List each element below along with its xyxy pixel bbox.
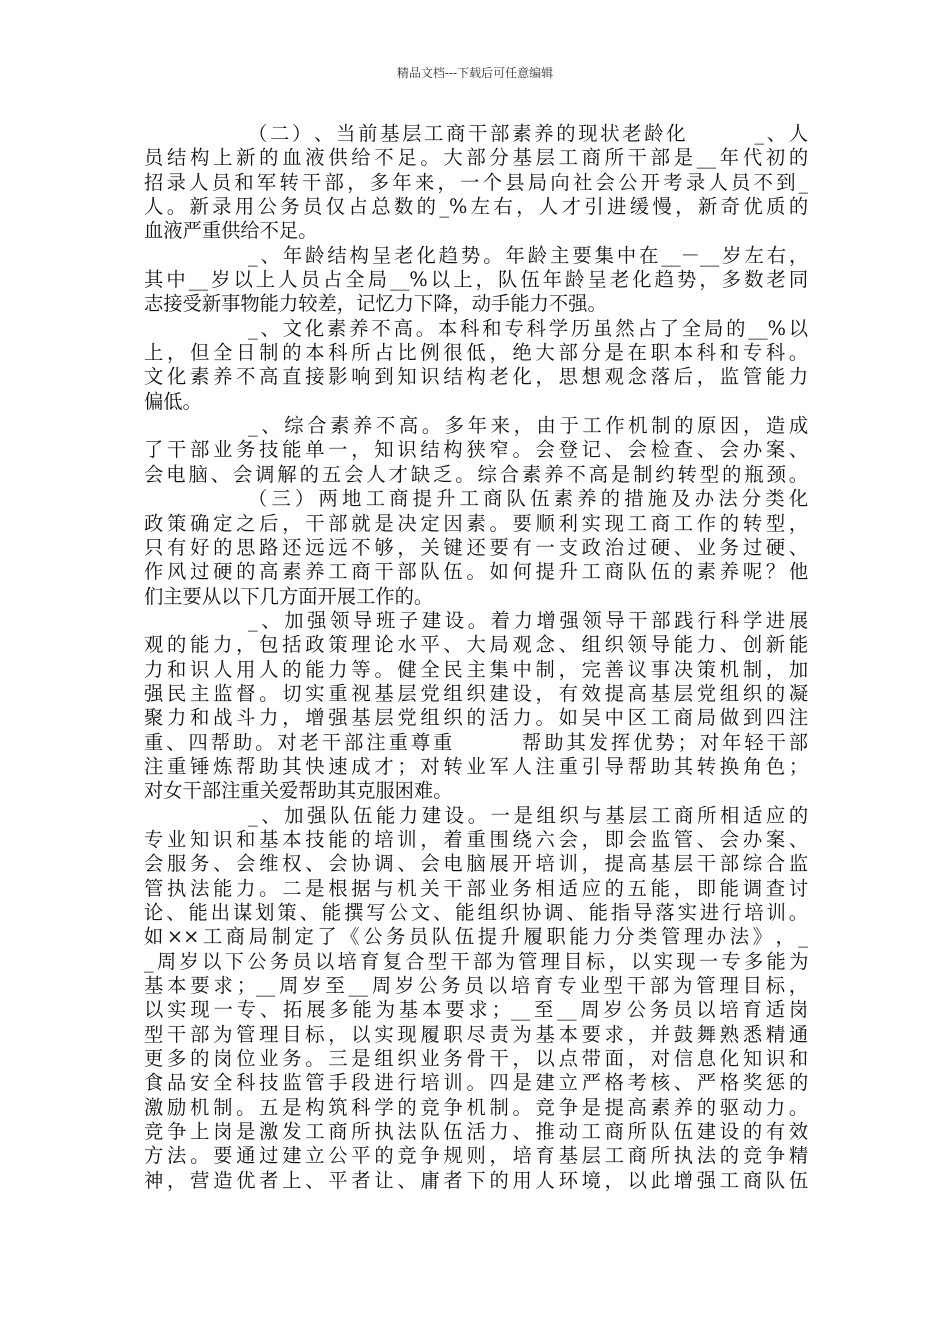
text-line: 管执法能力。二是根据与机关干部业务相适应的五能，即能调查讨 <box>144 876 808 900</box>
text-line: 招录人员和军转干部，多年来，一个县局向社会公开考录人员不到_ <box>144 170 808 194</box>
page-header: 精品文档---下载后可任意编辑 <box>396 66 554 80</box>
text-line: 上，但全日制的本科所占比例很低，绝大部分是在职本科和专科。 <box>144 341 808 365</box>
text-line: 文化素养不高直接影响到知识结构老化，思想观念落后，监管能力 <box>144 365 808 389</box>
text-line: 聚力和战斗力，增强基层党组织的活力。如吴中区工商局做到四注 <box>144 706 808 730</box>
text-line: 如××工商局制定了《公务员队伍提升履职能力分类管理办法》，_ <box>144 925 808 949</box>
document-body <box>144 122 808 1193</box>
text-line: 员结构上新的血液供给不足。大部分基层工商所干部是__年代初的 <box>144 146 808 170</box>
text-line: 对女干部注重关爱帮助其克服困难。 <box>144 779 453 803</box>
text-line: 方法。要通过建立公平的竞争规则，培育基层工商所执法的竞争精 <box>144 1144 808 1168</box>
text-line: _、年龄结构呈老化趋势。年龄主要集中在__－__岁左右， <box>248 243 808 267</box>
text-line: _周岁以下公务员以培育复合型干部为管理目标，以实现一专多能为 <box>144 949 808 973</box>
text-line: （三）两地工商提升工商队伍素养的措施及办法分类化 <box>248 487 808 511</box>
text-line: 政策确定之后，干部就是决定因素。要顺利实现工商工作的转型， <box>144 511 808 535</box>
text-line: 们主要从以下几方面开展工作的。 <box>144 584 434 608</box>
text-line: 只有好的思路还远远不够，关键还要有一支政治过硬、业务过硬、 <box>144 535 808 559</box>
text-line: 观的能力，包括政策理论水平、大局观念、组织领导能力、创新能 <box>144 633 808 657</box>
text-line: 作风过硬的高素养工商干部队伍。如何提升工商队伍的素养呢？他 <box>144 560 808 584</box>
text-line: 型干部为管理目标，以实现履职尽责为基本要求，并鼓舞熟悉精通 <box>144 1022 808 1046</box>
text-line: 以实现一专、拓展多能为基本要求；__至__周岁公务员以培育适岗 <box>144 998 808 1022</box>
text-line: 竞争上岗是激发工商所执法队伍活力、推动工商所队伍建设的有效 <box>144 1120 808 1144</box>
text-line: 食品安全科技监管手段进行培训。四是建立严格考核、严格奖惩的 <box>144 1071 808 1095</box>
text-line: 血液严重供给不足。 <box>144 219 318 243</box>
text-line: _、加强队伍能力建设。一是组织与基层工商所相适应的 <box>248 803 808 827</box>
text-line: 了干部业务技能单一，知识结构狭窄。会登记、会检查、会办案、 <box>144 438 808 462</box>
text-line: 会电脑、会调解的五会人才缺乏。综合素养不高是制约转型的瓶颈。 <box>144 462 808 486</box>
text-line: 重、四帮助。对老干部注重尊重 帮助其发挥优势；对年轻干部 <box>144 730 808 754</box>
text-line: 专业知识和基本技能的培训，着重围绕六会，即会监管、会办案、 <box>144 827 808 851</box>
text-line: 更多的岗位业务。三是组织业务骨干，以点带面，对信息化知识和 <box>144 1047 808 1071</box>
text-line: _、综合素养不高。多年来，由于工作机制的原因，造成 <box>248 414 808 438</box>
text-line: 力和识人用人的能力等。健全民主集中制，完善议事决策机制，加 <box>144 657 808 681</box>
text-line: 志接受新事物能力较差，记忆力下降，动手能力不强。 <box>144 292 607 316</box>
text-line: 其中__岁以上人员占全局__%以上，队伍年龄呈老化趋势，多数老同 <box>144 268 808 292</box>
text-line: _、文化素养不高。本科和专科学历虽然占了全局的__%以 <box>248 316 808 340</box>
text-line: 会服务、会维权、会协调、会电脑展开培训，提高基层干部综合监 <box>144 852 808 876</box>
text-line: 基本要求；__周岁至__周岁公务员以培育专业型干部为管理目标， <box>144 974 808 998</box>
text-line: 人。新录用公务员仅占总数的_%左右，人才引进缓慢，新奇优质的 <box>144 195 808 219</box>
text-line: 神，营造优者上、平者让、庸者下的用人环境，以此增强工商队伍 <box>144 1168 808 1192</box>
text-line: 注重锤炼帮助其快速成才；对转业军人注重引导帮助其转换角色； <box>144 754 808 778</box>
text-line: 偏低。 <box>144 389 202 413</box>
text-line: 强民主监督。切实重视基层党组织建设，有效提高基层党组织的凝 <box>144 681 808 705</box>
text-line: _、加强领导班子建设。着力增强领导干部践行科学进展 <box>248 608 808 632</box>
text-line: 论、能出谋划策、能撰写公文、能组织协调、能指导落实进行培训。 <box>144 901 808 924</box>
text-line: 激励机制。五是构筑科学的竞争机制。竞争是提高素养的驱动力。 <box>144 1095 808 1119</box>
text-line: （二）、当前基层工商干部素养的现状老龄化 _、人 <box>248 122 808 145</box>
